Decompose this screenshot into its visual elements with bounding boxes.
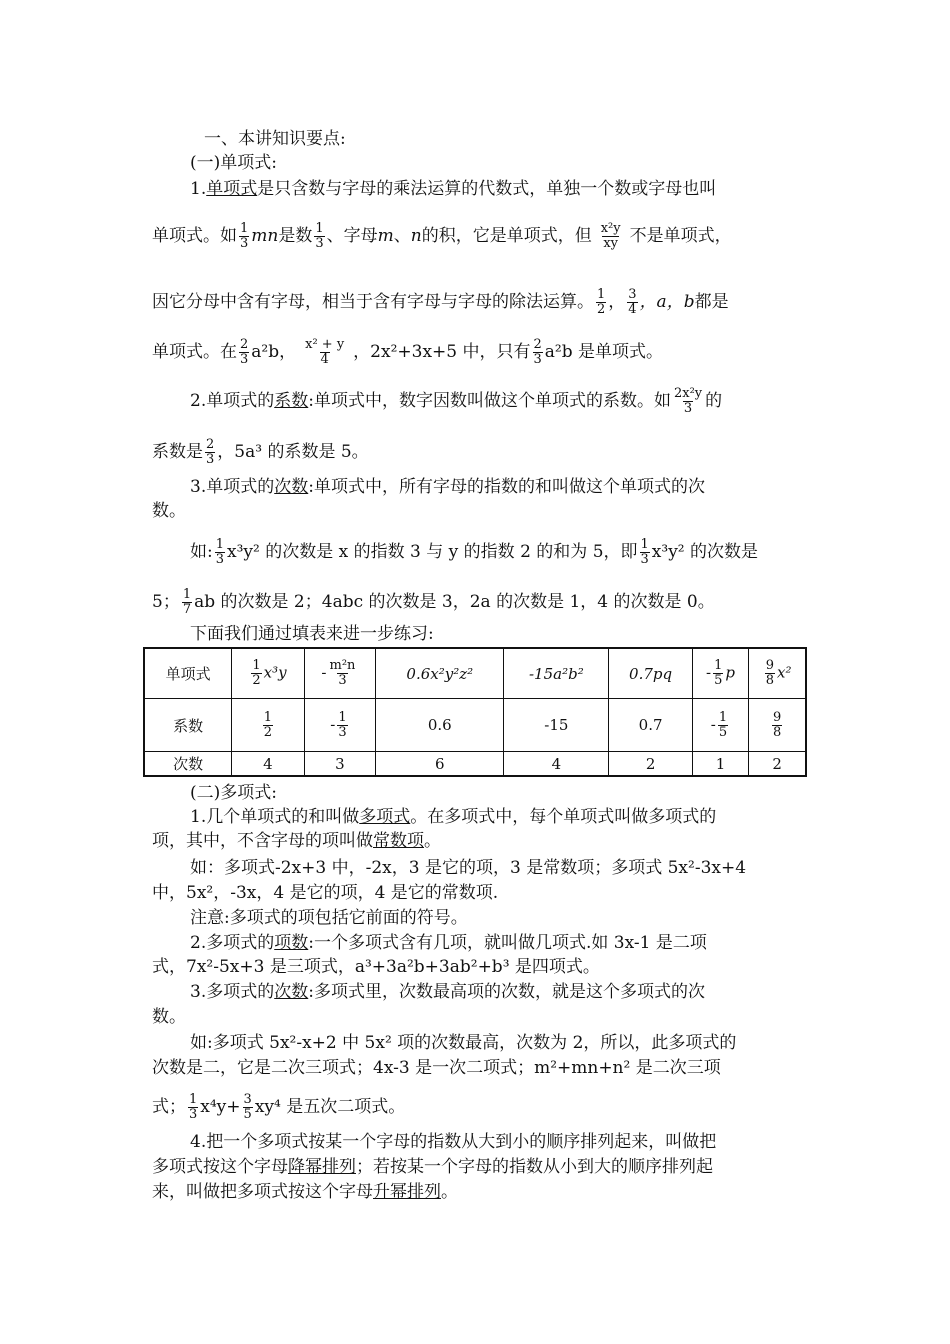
table-cell: -15a²b² xyxy=(504,648,609,699)
table-row xyxy=(144,699,806,752)
fraction: $\frac{1}{3}$ xyxy=(640,537,649,567)
table-cell: - $\frac{1}{5}$ p xyxy=(692,648,749,699)
fraction: $\frac{1}{3}$ xyxy=(315,221,324,251)
fraction: $\frac{2}{3}$ xyxy=(206,437,215,467)
fraction: $\frac{1}{5}$ xyxy=(718,709,728,740)
row-label: 单项式 xyxy=(144,648,232,699)
fraction: $\frac{1}{3}$ xyxy=(338,709,347,740)
monomial-def-line4: 单项式。在 $\frac{2}{3}$ a²b， $\frac{\text{x² + y}}{4}$ ，2x²+3x+5 中，只有 $\frac{2}{3}$ a²b 是单项式。 xyxy=(152,337,664,367)
fraction: $\frac{1}{7}$ xyxy=(182,587,192,617)
fraction: $\frac{\text{m²n}}{3}$ xyxy=(329,658,356,688)
fraction: $\frac{1}{2}$ xyxy=(252,658,261,688)
subsection-polynomial: (二)多项式: xyxy=(190,783,277,803)
fraction: $\frac{1}{2}$ xyxy=(263,709,273,740)
fraction: $\frac{9}{8}$ xyxy=(765,658,775,688)
terms-count-line2: 式，7x²-5x+3 是三项式，a³+3a²b+3ab²+b³ 是四项式。 xyxy=(152,957,600,977)
fraction: $\frac{1}{3}$ xyxy=(240,221,249,251)
coefficient-line2: 系数是 $\frac{2}{3}$ ，5a³ 的系数是 5。 xyxy=(152,437,369,467)
degree-line1: 3.单项式的次数:单项式中，所有字母的指数的和叫做这个单项式的次 xyxy=(190,477,705,497)
table-intro: 下面我们通过填表来进一步练习: xyxy=(190,624,434,644)
table-cell: -15 xyxy=(504,699,609,752)
ordering-line1: 4.把一个多项式按某一个字母的指数从大到小的顺序排列起来，叫做把 xyxy=(190,1132,717,1152)
degree-line2: 数。 xyxy=(152,501,186,521)
term-coefficient: 系数 xyxy=(274,391,309,411)
terms-count-line1: 2.多项式的项数:一个多项式含有几项，就叫做几项式.如 3x-1 是二项 xyxy=(190,933,707,953)
table-cell: 6 xyxy=(376,752,504,777)
row-label: 次数 xyxy=(144,752,232,777)
table-cell: 0.7 xyxy=(609,699,692,752)
table-cell: 1 xyxy=(692,752,749,777)
polynomial-note: 注意:多项式的项包括它前面的符号。 xyxy=(190,908,468,928)
monomial-def-line1: 1.单项式是只含数与字母的乘法运算的代数式，单独一个数或字母也叫 xyxy=(190,179,717,199)
term-degree: 次数 xyxy=(274,477,309,497)
table-cell: 0.6 xyxy=(376,699,504,752)
fraction: $\frac{\text{2x²y}}{3}$ xyxy=(673,386,703,416)
table-cell: 4 xyxy=(504,752,609,777)
degree-example-line2: 5； $\frac{1}{7}$ ab 的次数是 2；4abc 的次数是 3，2a 的次数是 1，4 的次数是 0。 xyxy=(152,587,715,617)
fraction: $\frac{3}{5}$ xyxy=(243,1092,252,1122)
poly-degree-example2: 次数是二，它是二次三项式；4x-3 是一次二项式；m²+mn+n² 是二次三项 xyxy=(152,1058,721,1078)
fraction: $\frac{2}{3}$ xyxy=(533,337,542,367)
table-row xyxy=(144,648,806,699)
row-label: 系数 xyxy=(144,699,232,752)
table-cell: $\frac{9}{8}$ x² xyxy=(749,648,806,699)
polynomial-example-line1: 如：多项式-2x+3 中，-2x，3 是它的项，3 是常数项；多项式 5x²-3x+4 xyxy=(190,858,747,878)
term-constant: 常数项 xyxy=(373,831,424,851)
table-cell: 0.6x²y²z² xyxy=(376,648,504,699)
degree-example-line1: 如: $\frac{1}{3}$ x³y² 的次数是 x 的指数 3 与 y 的指数 2 的和为 5，即 $\frac{1}{3}$ x³y² 的次数是 xyxy=(190,537,759,567)
polynomial-def-line1: 1.几个单项式的和叫做多项式。在多项式中，每个单项式叫做多项式的 xyxy=(190,807,717,827)
poly-degree-line1: 3.多项式的次数:多项式里，次数最高项的次数，就是这个多项式的次 xyxy=(190,982,705,1002)
table-cell: 3 xyxy=(304,752,376,777)
table-cell: - $\frac{1}{3}$ xyxy=(304,699,376,752)
table-cell: - $\frac{\text{m²n}}{3}$ xyxy=(304,648,376,699)
fraction: $\frac{\text{x² + y}}{4}$ xyxy=(305,337,345,367)
table-cell: 0.7pq xyxy=(609,648,692,699)
subsection-monomial: (一)单项式: xyxy=(190,153,277,173)
fraction: $\frac{3}{4}$ xyxy=(628,287,637,317)
poly-degree-line2: 数。 xyxy=(152,1007,186,1027)
table-cell: - $\frac{1}{5}$ xyxy=(692,699,749,752)
fraction: $\frac{1}{2}$ xyxy=(597,287,606,317)
poly-degree-example3: 式； $\frac{1}{3}$ x⁴y+ $\frac{3}{5}$ xy⁴ 是五次二项式。 xyxy=(152,1092,406,1122)
ordering-line3: 来，叫做把多项式按这个字母升幂排列。 xyxy=(152,1182,458,1202)
fraction: $\frac{1}{5}$ xyxy=(714,658,723,688)
fraction: $\frac{1}{3}$ xyxy=(215,537,225,567)
table-cell: 2 xyxy=(749,752,806,777)
fraction: $\frac{9}{8}$ xyxy=(773,709,782,740)
term-descending: 降幂排列 xyxy=(288,1157,356,1177)
poly-degree-example1: 如:多项式 5x²-x+2 中 5x² 项的次数最高，次数为 2，所以，此多项式的 xyxy=(190,1033,737,1053)
term-number-of-terms: 项数 xyxy=(274,933,309,953)
table-cell: 2 xyxy=(609,752,692,777)
coefficient-line1: 2.单项式的系数:单项式中，数字因数叫做这个单项式的系数。如 $\frac{\text{2x²y}}{3}$ 的 xyxy=(190,386,723,416)
table-cell xyxy=(749,699,806,752)
table-cell: $\frac{1}{2}$ x³y xyxy=(232,648,304,699)
table-row xyxy=(144,752,806,777)
polynomial-def-line2: 项，其中，不含字母的项叫做常数项。 xyxy=(152,831,441,851)
table-cell: 4 xyxy=(232,752,304,777)
polynomial-example-line2: 中，5x²，-3x，4 是它的项，4 是它的常数项. xyxy=(152,883,499,903)
fraction: $\frac{2}{3}$ xyxy=(240,337,249,367)
section-title: 一、本讲知识要点: xyxy=(204,129,346,149)
monomial-def-line2: 单项式。如 $\frac{1}{3}$ mn是数 $\frac{1}{3}$ 、字母m、n的积，它是单项式，但 $\frac{\text{x²y}}{xy}$ 不是单项式， xyxy=(152,221,732,251)
term-monomial: 单项式 xyxy=(206,179,258,199)
ordering-line2: 多项式按这个字母降幂排列；若按某一个字母的指数从小到大的顺序排列起 xyxy=(152,1157,713,1177)
monomial-table xyxy=(143,647,807,777)
term-poly-degree: 次数 xyxy=(274,982,309,1002)
term-ascending: 升幂排列 xyxy=(373,1182,441,1202)
term-polynomial: 多项式 xyxy=(359,807,411,827)
fraction: $\frac{1}{3}$ xyxy=(189,1092,198,1122)
table-cell xyxy=(232,699,304,752)
fraction: $\frac{\text{x²y}}{xy}$ xyxy=(600,221,621,251)
monomial-def-line3: 因它分母中含有字母，相当于含有字母与字母的除法运算。 $\frac{1}{2}$ ， $\frac{3}{4}$ ，a，b都是 xyxy=(152,287,729,317)
